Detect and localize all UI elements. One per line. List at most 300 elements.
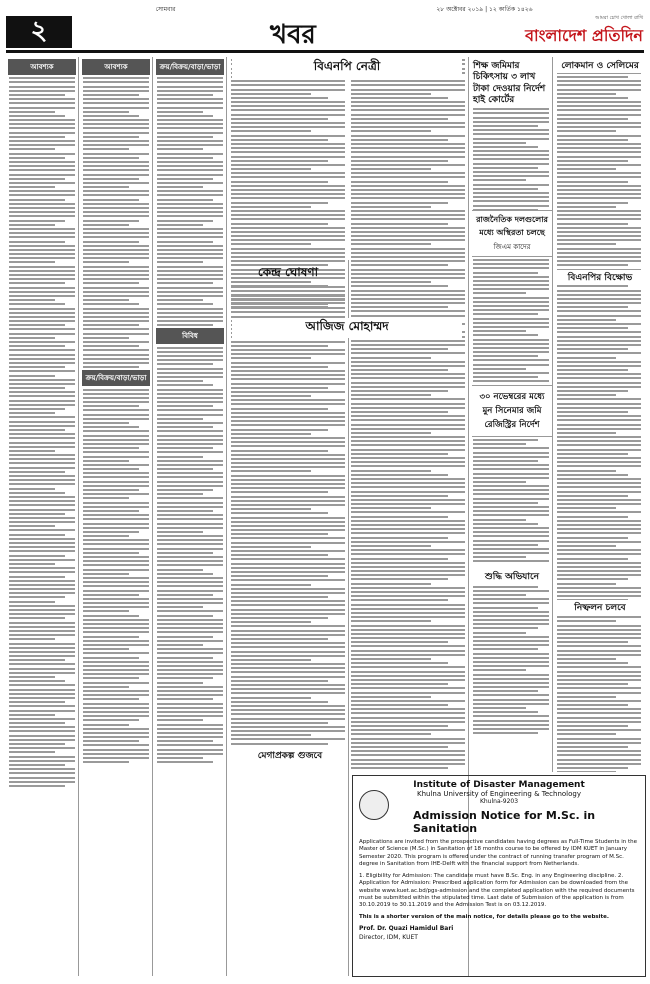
text-line (557, 143, 641, 145)
text-line (557, 348, 628, 350)
text-line (157, 372, 223, 374)
text-line (351, 553, 465, 555)
text-line (157, 757, 203, 759)
text-line (473, 653, 549, 655)
text-line (473, 514, 549, 516)
text-line (9, 102, 75, 104)
text-line (473, 724, 549, 726)
text-line (157, 77, 223, 79)
classified-text-3a (157, 77, 223, 326)
text-line (557, 633, 641, 635)
text-line (9, 751, 55, 753)
text-line (157, 86, 223, 88)
text-line (83, 282, 139, 284)
text-line (351, 704, 448, 706)
text-line (351, 197, 465, 199)
text-line (557, 558, 628, 560)
text-line (351, 84, 465, 86)
logo-name: বাংলাদেশ প্রতিদিন (525, 26, 643, 45)
text-line (83, 232, 149, 234)
text-line (231, 738, 345, 740)
text-line (9, 174, 75, 176)
text-line (83, 291, 149, 293)
text-line (473, 694, 549, 696)
text-line (83, 207, 149, 209)
text-line (83, 136, 139, 138)
text-line (473, 154, 549, 156)
text-line (83, 430, 149, 432)
text-line (83, 312, 149, 314)
text-line (557, 541, 641, 543)
text-line (351, 520, 465, 522)
text-line (157, 439, 223, 441)
text-line (9, 659, 65, 661)
text-line (157, 384, 213, 386)
text-line (9, 630, 75, 632)
text-line (473, 359, 549, 361)
text-line (231, 374, 345, 376)
text-line (9, 563, 55, 565)
text-line (157, 127, 223, 129)
text-line (351, 428, 465, 430)
text-line (231, 114, 345, 116)
text-line (557, 738, 641, 740)
text-line (9, 236, 75, 238)
text-line (473, 292, 526, 294)
text-line (157, 90, 223, 92)
text-line (83, 178, 139, 180)
text-line (83, 115, 139, 117)
text-line (9, 768, 75, 770)
text-line (557, 202, 628, 204)
text-line (9, 676, 55, 678)
text-line (157, 631, 223, 633)
text-line (83, 564, 149, 566)
text-line (157, 606, 203, 608)
article-title-kendra: কেন্দ্র ঘোষণা (257, 265, 319, 279)
text-line (157, 573, 213, 575)
text-line (231, 341, 345, 343)
text-line (557, 411, 628, 413)
text-line (83, 211, 149, 213)
text-line (473, 267, 549, 269)
text-line (231, 214, 345, 216)
text-line (231, 139, 328, 141)
text-line (351, 172, 465, 174)
text-line (83, 673, 149, 675)
text-line (231, 542, 345, 544)
text-line (231, 722, 328, 724)
text-line (9, 241, 65, 243)
text-line (9, 169, 75, 171)
text-line (557, 746, 628, 748)
top-dateline (6, 3, 644, 15)
text-line (231, 609, 345, 611)
text-line (473, 263, 549, 265)
text-line (231, 491, 328, 493)
text-line (83, 303, 139, 305)
text-line (83, 682, 149, 684)
text-line (557, 89, 641, 91)
text-line (9, 437, 75, 439)
text-line (231, 512, 328, 514)
text-line (157, 481, 223, 483)
text-line (351, 97, 448, 99)
text-line (231, 437, 345, 439)
text-line (557, 298, 641, 300)
text-line (157, 640, 223, 642)
text-line (473, 322, 549, 324)
text-line (83, 652, 149, 654)
text-line (557, 562, 641, 564)
text-line (231, 529, 345, 531)
text-line (557, 717, 641, 719)
text-line (351, 122, 465, 124)
text-line (557, 373, 641, 375)
text-line (557, 625, 641, 627)
text-line (473, 108, 549, 110)
text-line (9, 576, 65, 578)
text-line (557, 767, 628, 769)
text-line (157, 539, 223, 541)
text-line (473, 527, 549, 529)
text-line (351, 206, 431, 208)
text-line (473, 334, 538, 336)
text-line (473, 640, 549, 642)
text-line (231, 550, 345, 552)
text-line (83, 447, 139, 449)
text-line (9, 119, 75, 121)
text-line (83, 354, 149, 356)
text-line (557, 486, 641, 488)
text-line (9, 596, 65, 598)
text-line (473, 380, 549, 382)
text-line (351, 218, 465, 220)
text-line (557, 750, 641, 752)
text-line (473, 179, 526, 181)
text-line (473, 489, 549, 491)
text-line (157, 241, 213, 243)
text-line (231, 642, 345, 644)
text-line (231, 399, 345, 401)
text-line (557, 264, 628, 266)
text-line (231, 383, 345, 385)
text-line (557, 629, 641, 631)
text-line (473, 682, 549, 684)
text-line (157, 761, 213, 763)
text-line (157, 228, 223, 230)
text-line (83, 199, 139, 201)
text-line (557, 407, 641, 409)
text-line (157, 677, 213, 679)
text-line (557, 147, 641, 149)
text-line (557, 415, 641, 417)
text-line (231, 625, 345, 627)
text-line (157, 698, 213, 700)
text-line (351, 189, 465, 191)
text-line (83, 119, 149, 121)
text-line (351, 491, 465, 493)
text-line (351, 499, 465, 501)
text-line (83, 349, 149, 351)
text-line (157, 266, 223, 268)
text-line (231, 441, 345, 443)
text-line (231, 671, 345, 673)
text-line (9, 663, 75, 665)
text-line (473, 347, 549, 349)
classified-head-3b: বিবিধ (156, 328, 224, 344)
text-line (351, 721, 465, 723)
text-line (473, 439, 538, 441)
text-line (9, 299, 55, 301)
text-line (9, 207, 75, 209)
text-line (9, 132, 75, 134)
text-line (9, 509, 75, 511)
text-line (351, 243, 431, 245)
text-line (231, 730, 345, 732)
text-line (83, 144, 149, 146)
text-line (157, 157, 213, 159)
text-line (231, 311, 345, 313)
text-line (83, 220, 139, 222)
text-line (9, 115, 65, 117)
text-line (9, 710, 75, 712)
text-line (157, 728, 223, 730)
text-line (157, 602, 223, 604)
text-line (9, 366, 65, 368)
text-line (231, 223, 328, 225)
text-line (231, 596, 328, 598)
text-line (231, 659, 311, 661)
text-line (9, 157, 65, 159)
text-line (83, 111, 129, 113)
text-line (157, 711, 223, 713)
text-line (557, 344, 641, 346)
text-line (157, 518, 223, 520)
text-line (557, 574, 641, 576)
text-line (157, 724, 223, 726)
text-line (9, 199, 65, 201)
text-line (231, 462, 345, 464)
text-line (351, 432, 431, 434)
text-line (9, 77, 75, 79)
text-line (351, 407, 465, 409)
text-line (157, 161, 223, 163)
text-line (9, 450, 55, 452)
text-line (351, 604, 465, 606)
text-line (9, 81, 75, 83)
text-line (557, 570, 641, 572)
date-label: ২৮ অক্টোবর ২০১৯ | ১২ কার্তিক ১৪২৬ (436, 5, 533, 13)
text-line (351, 223, 448, 225)
text-line (9, 257, 75, 259)
text-line (557, 377, 641, 379)
text-line (557, 403, 641, 405)
text-line (9, 496, 75, 498)
article-byline: জিএম কাদের (493, 243, 531, 251)
text-line (473, 535, 549, 537)
text-line (231, 349, 345, 351)
text-line (83, 707, 149, 709)
text-line (83, 610, 129, 612)
text-line (9, 622, 75, 624)
text-line (157, 610, 223, 612)
text-line (231, 295, 345, 297)
text-line (473, 146, 538, 148)
text-line (157, 744, 223, 746)
text-line (557, 679, 641, 681)
text-line (557, 545, 616, 547)
text-line (157, 443, 223, 445)
text-line (9, 785, 65, 787)
text-line (473, 644, 549, 646)
text-line (351, 390, 448, 392)
text-line (473, 502, 538, 504)
text-line (351, 135, 465, 137)
text-line (557, 114, 641, 116)
text-line (351, 717, 465, 719)
text-line (351, 562, 465, 564)
text-line (351, 474, 448, 476)
text-line (157, 190, 223, 192)
text-line (83, 514, 149, 516)
text-line (9, 161, 75, 163)
text-line (157, 472, 223, 474)
page-number: ২ (6, 16, 72, 48)
text-line (157, 468, 213, 470)
text-line (9, 555, 65, 557)
text-line (557, 336, 641, 338)
text-line (473, 657, 549, 659)
text-line (231, 571, 345, 573)
text-line (9, 634, 75, 636)
text-line (351, 398, 465, 400)
text-line (557, 306, 628, 308)
text-line (557, 365, 641, 367)
text-line (473, 121, 549, 123)
text-line (157, 456, 203, 458)
text-line (157, 320, 223, 322)
text-line (473, 112, 549, 114)
text-line (9, 186, 55, 188)
text-line (557, 105, 641, 107)
text-line (9, 261, 55, 263)
article-title-shuddhi: শুদ্ধি অভিযানে (485, 572, 539, 582)
text-line (351, 105, 465, 107)
text-line (157, 316, 223, 318)
text-line (83, 623, 149, 625)
text-line (157, 194, 223, 196)
text-line (557, 453, 628, 455)
text-line (231, 243, 311, 245)
text-line (83, 245, 149, 247)
text-line (557, 310, 641, 312)
text-line (473, 355, 538, 357)
text-line (473, 728, 549, 730)
main-headline: বিএনপি নেত্রী (232, 58, 462, 78)
text-line (351, 570, 465, 572)
text-line (231, 613, 345, 615)
article-title-aziz: আজিজ মোহাম্মদ (232, 318, 462, 338)
text-line (473, 259, 549, 261)
text-line (83, 698, 139, 700)
text-line (351, 692, 465, 694)
text-line (473, 125, 538, 127)
text-line (557, 172, 641, 174)
text-line (351, 147, 465, 149)
text-line (557, 495, 628, 497)
text-line (157, 510, 213, 512)
text-line (231, 450, 328, 452)
text-line (473, 674, 549, 676)
text-line (351, 470, 431, 472)
text-line (557, 683, 628, 685)
text-line (473, 548, 549, 550)
text-line (351, 143, 465, 145)
text-line (83, 631, 149, 633)
text-line (231, 709, 345, 711)
text-line (231, 592, 345, 594)
text-line (351, 696, 431, 698)
text-line (83, 86, 149, 88)
text-line (231, 160, 328, 162)
text-line (557, 616, 641, 618)
text-line (83, 506, 149, 508)
text-line (9, 651, 75, 653)
text-line (9, 655, 75, 657)
text-line (473, 129, 549, 131)
text-line (9, 107, 75, 109)
text-line (9, 647, 75, 649)
text-line (9, 182, 75, 184)
text-line (83, 489, 139, 491)
text-line (9, 442, 75, 444)
text-line (157, 644, 203, 646)
text-line (9, 475, 75, 477)
text-line (231, 378, 345, 380)
text-line (557, 444, 641, 446)
text-line (9, 328, 75, 330)
text-line (231, 500, 345, 502)
text-line (557, 331, 641, 333)
text-line (9, 354, 75, 356)
text-line (351, 465, 465, 467)
text-line (473, 276, 549, 278)
text-line (351, 193, 465, 195)
text-line (157, 514, 223, 516)
text-line (9, 756, 75, 758)
text-line (157, 577, 223, 579)
text-line (351, 654, 465, 656)
text-line (9, 492, 65, 494)
text-line (351, 231, 465, 233)
text-line (231, 210, 345, 212)
text-line (157, 619, 223, 621)
text-line (157, 598, 223, 600)
text-line (473, 627, 538, 629)
text-line (9, 471, 65, 473)
text-line (157, 144, 223, 146)
text-line (473, 678, 549, 680)
text-line (157, 657, 213, 659)
text-line (9, 534, 65, 536)
text-line (231, 533, 328, 535)
text-line (157, 257, 223, 259)
text-line (231, 105, 345, 107)
text-line (557, 478, 641, 480)
text-line (231, 487, 345, 489)
text-line (231, 176, 345, 178)
